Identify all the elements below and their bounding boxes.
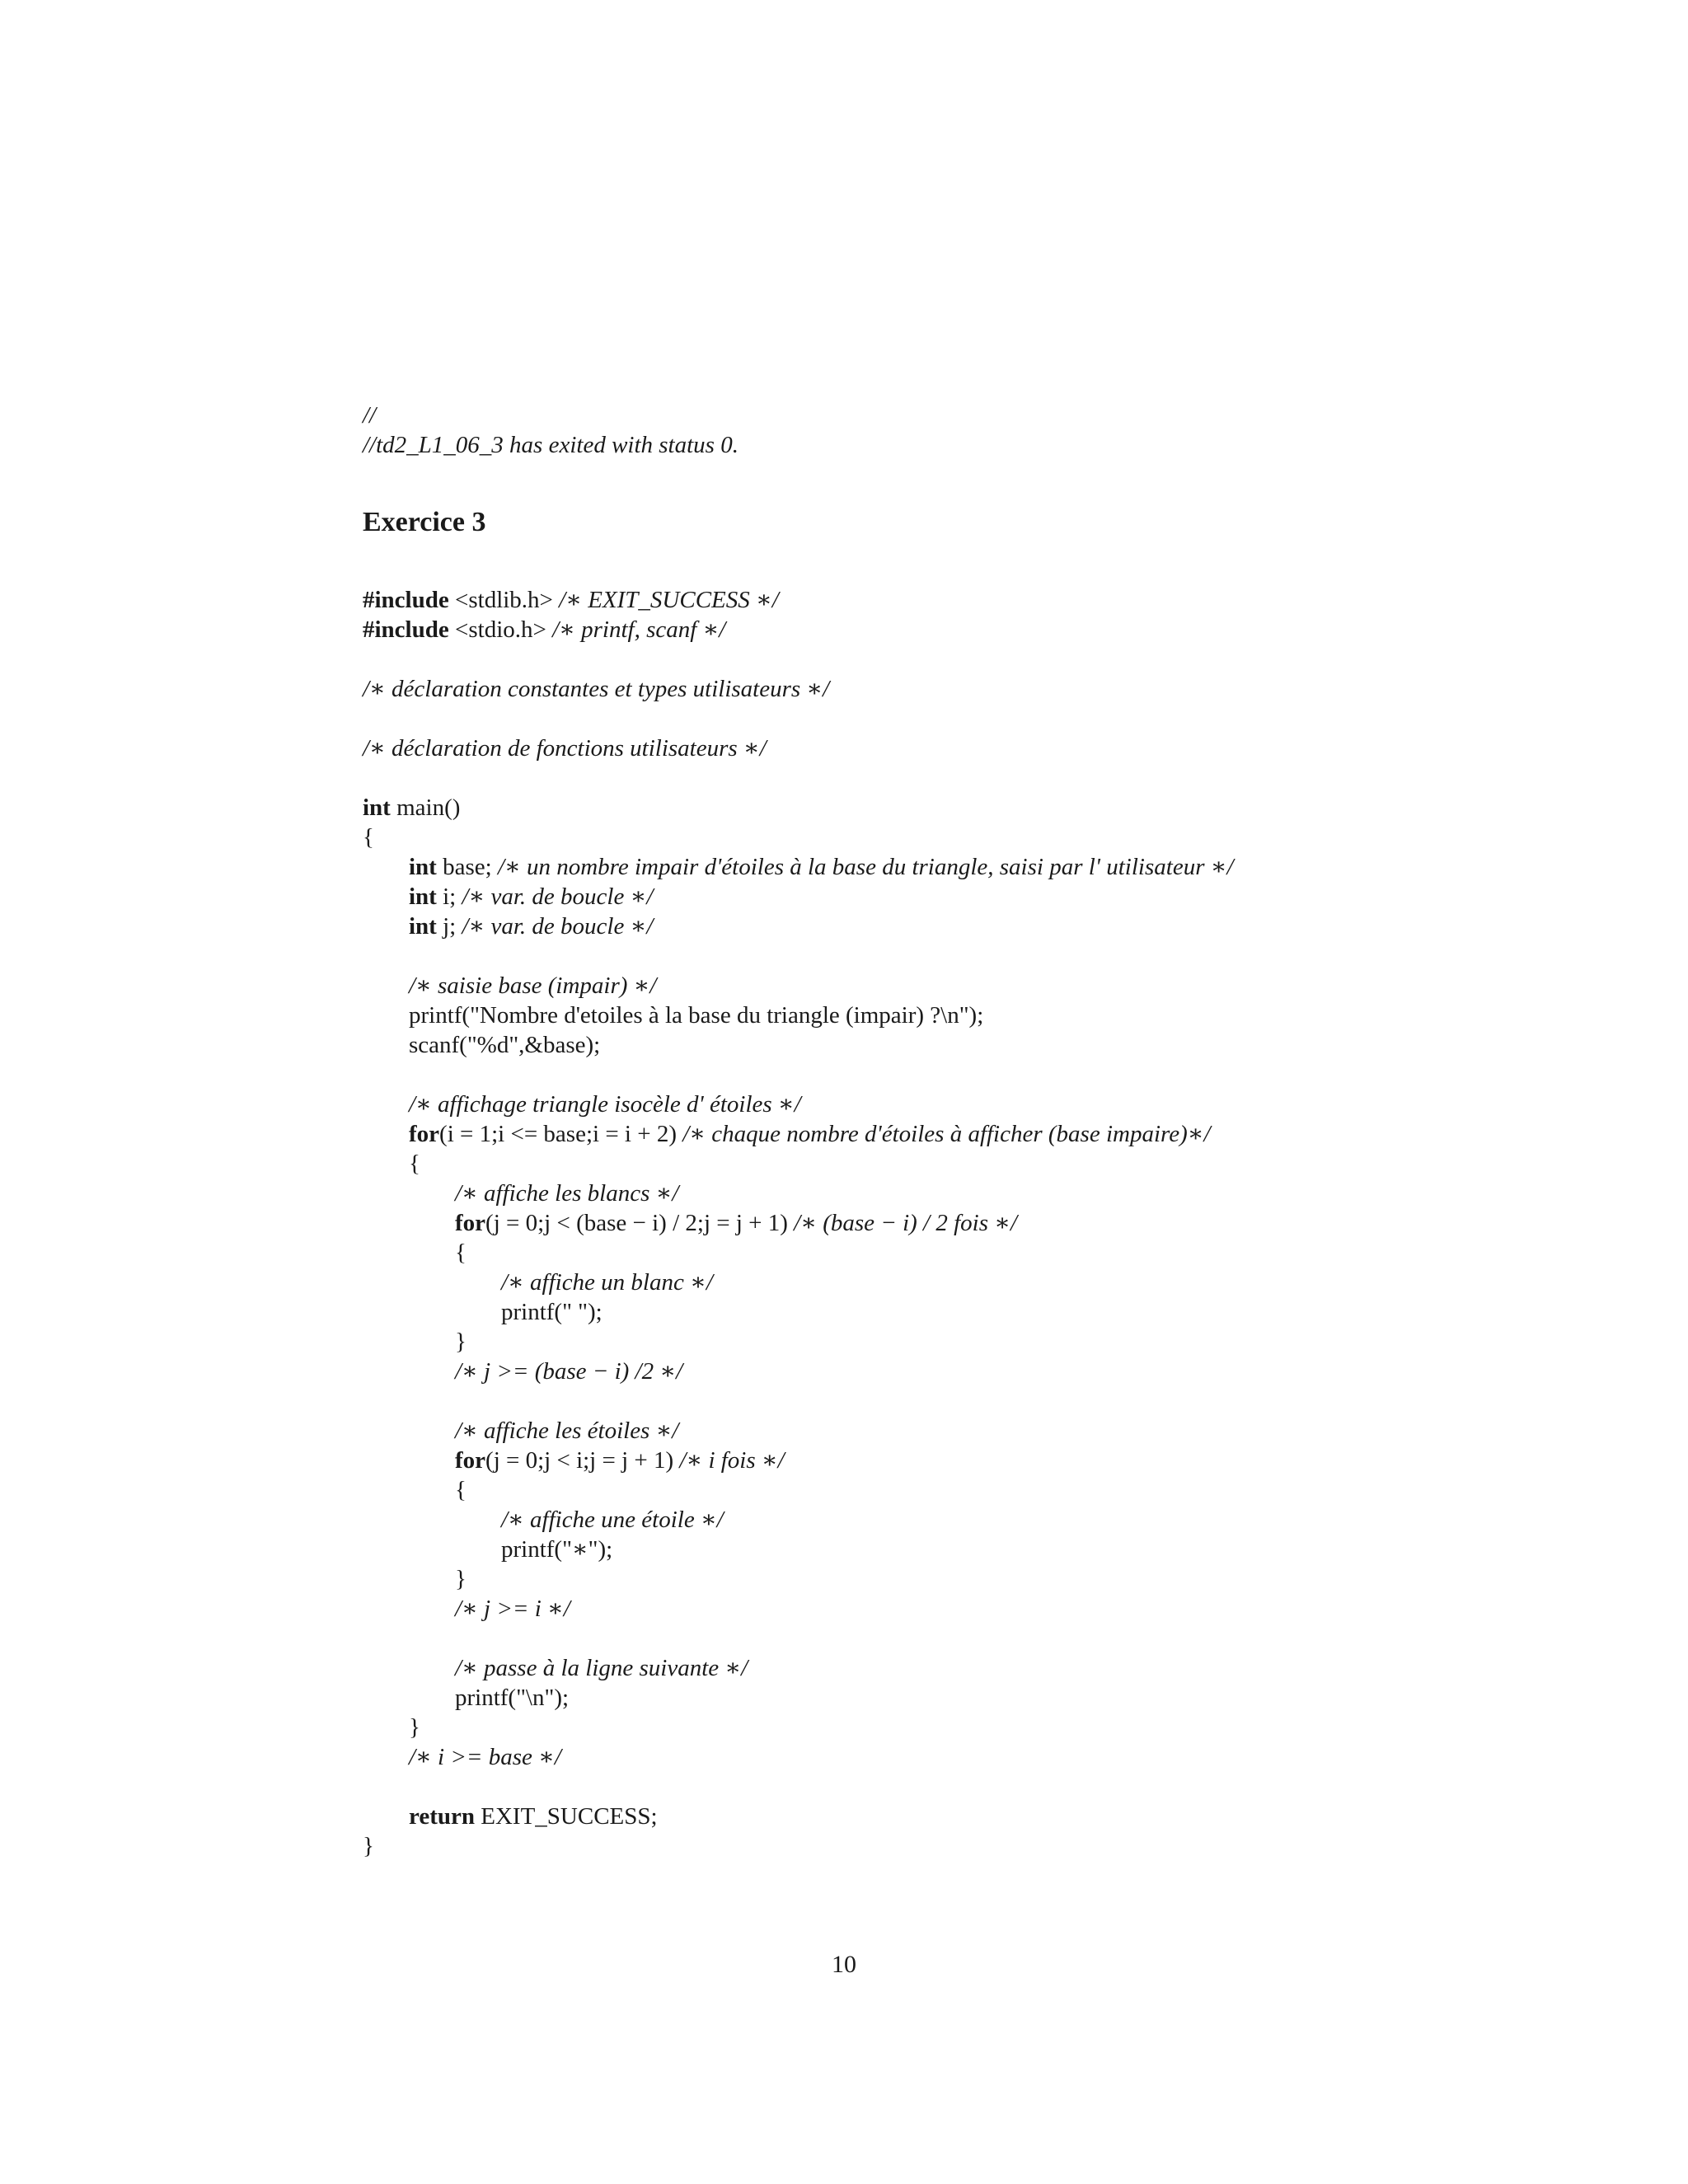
code-text: EXIT_SUCCESS; (475, 1803, 658, 1830)
brace: } (363, 1833, 374, 1859)
code-comment-line: //td2_L1_06_3 has exited with status 0. (363, 432, 738, 458)
code-keyword: for (455, 1447, 486, 1474)
brace: } (455, 1329, 467, 1355)
code-comment-line: /∗ saisie base (impair) ∗/ (409, 972, 657, 999)
code-keyword: for (409, 1121, 440, 1147)
code-comment-line: /∗ j >= (base − i) /2 ∗/ (455, 1358, 683, 1385)
include-line (363, 615, 725, 644)
code-statement: printf("\n"); (455, 1685, 570, 1711)
code-text: <stdlib.h> (448, 587, 560, 613)
for-loop-line (455, 1446, 785, 1475)
code-comment-line: /∗ affiche les blancs ∗/ (455, 1180, 679, 1207)
code-text: base; (436, 854, 498, 880)
code-text: (j = 0;j < i;j = j + 1) (485, 1447, 680, 1474)
code-comment-line: /∗ affiche les étoiles ∗/ (455, 1418, 679, 1444)
brace: } (409, 1714, 420, 1741)
for-loop-line (455, 1208, 1017, 1238)
var-decl-line (409, 912, 653, 941)
code-keyword: int (409, 913, 437, 940)
code-comment-line: // (363, 402, 377, 429)
brace: { (363, 824, 374, 851)
code-text: i; (436, 883, 462, 910)
code-comment: /∗ EXIT_SUCCESS ∗/ (559, 587, 779, 613)
var-decl-line (409, 882, 653, 912)
code-text: main() (390, 794, 461, 821)
code-keyword: #include (363, 616, 449, 643)
code-comment-line: /∗ passe à la ligne suivante ∗/ (455, 1655, 748, 1681)
return-line (409, 1802, 658, 1831)
section-heading: Exercice 3 (363, 507, 486, 537)
code-comment: /∗ printf, scanf ∗/ (552, 616, 726, 643)
code-comment: /∗ var. de boucle ∗/ (462, 883, 654, 910)
code-keyword: int (409, 883, 437, 910)
code-comment: /∗ var. de boucle ∗/ (462, 913, 654, 940)
brace: } (455, 1566, 467, 1592)
code-comment: /∗ i fois ∗/ (679, 1447, 785, 1474)
brace: { (409, 1151, 420, 1177)
code-comment: /∗ un nombre impair d'étoiles à la base du triangle, saisi par l' utilisateur ∗/ (497, 854, 1234, 880)
code-comment: /∗ (base − i) / 2 fois ∗/ (794, 1210, 1018, 1236)
code-statement: printf(" "); (501, 1299, 603, 1325)
code-statement: printf("Nombre d'etoiles à la base du triangle (impair) ?\n"); (409, 1002, 984, 1029)
code-keyword: int (363, 794, 391, 821)
code-statement: printf("∗"); (501, 1536, 613, 1563)
brace: { (455, 1240, 467, 1266)
include-line (363, 585, 779, 615)
code-comment-line: /∗ affichage triangle isocèle d' étoiles ∗/ (409, 1091, 801, 1118)
code-comment-line: /∗ affiche un blanc ∗/ (501, 1269, 713, 1296)
code-statement: scanf("%d",&base); (409, 1032, 601, 1058)
code-keyword: for (455, 1210, 486, 1236)
code-comment-line: /∗ j >= i ∗/ (455, 1596, 570, 1622)
code-text: (j = 0;j < (base − i) / 2;j = j + 1) (485, 1210, 795, 1236)
code-comment: /∗ chaque nombre d'étoiles à afficher (base impaire)∗/ (682, 1121, 1211, 1147)
brace: { (455, 1477, 467, 1503)
code-keyword: return (409, 1803, 476, 1830)
main-signature (363, 793, 460, 823)
code-comment-line: /∗ affiche une étoile ∗/ (501, 1507, 724, 1533)
code-text: (i = 1;i <= base;i = i + 2) (439, 1121, 683, 1147)
var-decl-line (409, 852, 1234, 882)
page-number: 10 (832, 1951, 856, 1978)
code-text: <stdio.h> (448, 616, 553, 643)
code-comment-line: /∗ déclaration de fonctions utilisateurs ∗/ (363, 735, 767, 762)
for-loop-line (409, 1119, 1211, 1149)
code-keyword: int (409, 854, 437, 880)
code-comment-line: /∗ déclaration constantes et types utilisateurs ∗/ (363, 676, 830, 702)
code-keyword: #include (363, 587, 449, 613)
code-text: j; (436, 913, 462, 940)
code-comment-line: /∗ i >= base ∗/ (409, 1744, 561, 1770)
